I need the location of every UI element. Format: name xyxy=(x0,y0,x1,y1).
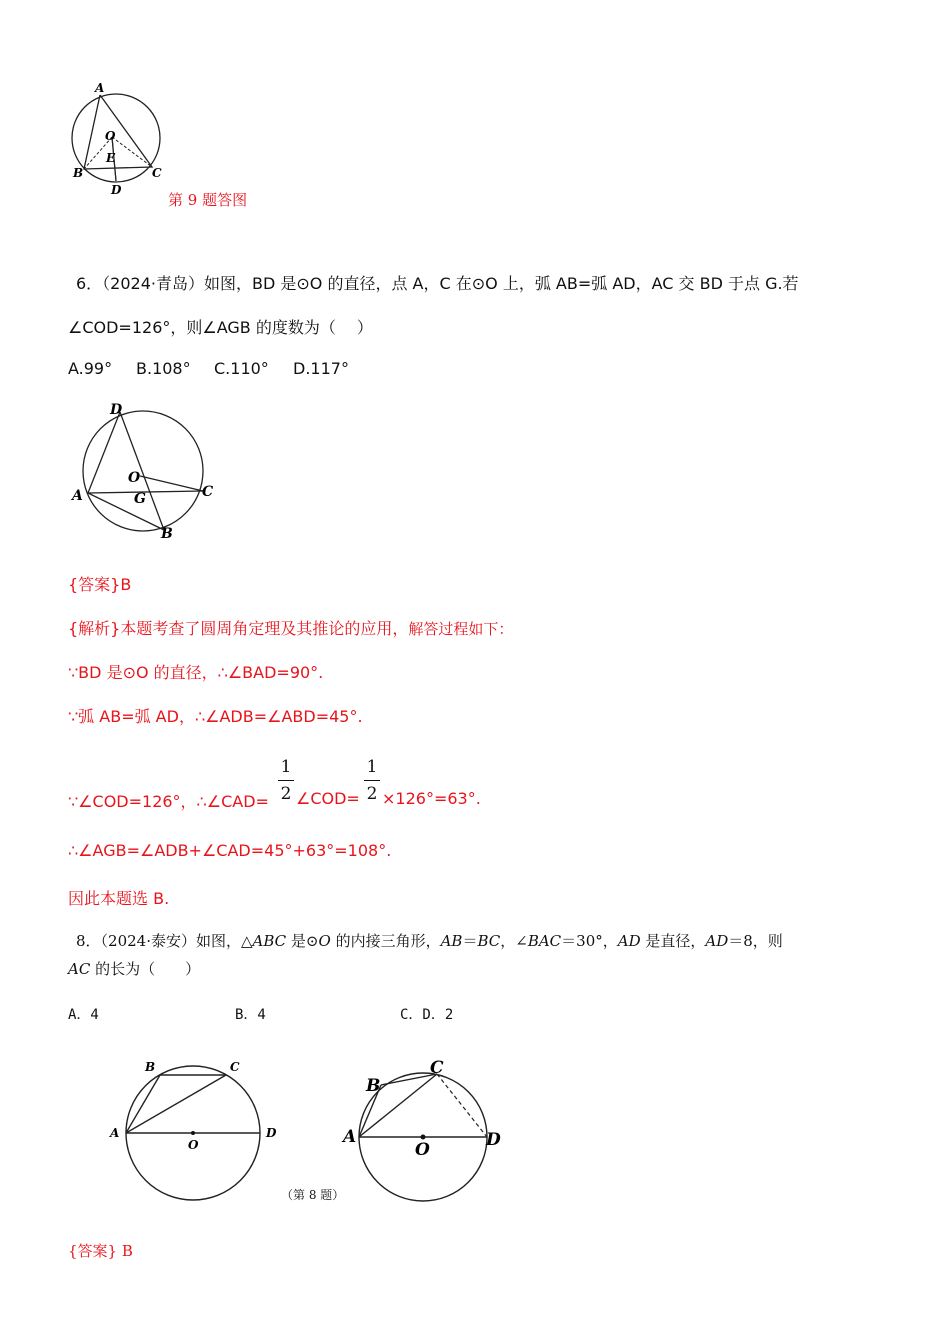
q8-option-cd: C．D．2 xyxy=(400,1007,454,1023)
q8-right-label-b: B xyxy=(366,1076,381,1096)
q8-right-label-c: C xyxy=(430,1058,444,1078)
q6-step3-c: ×126°=63°. xyxy=(382,789,481,808)
q8-ad: AD xyxy=(617,932,641,950)
q6-fraction-1-num: 1 xyxy=(280,757,292,777)
q8-right-figure xyxy=(340,1055,510,1210)
q6-analysis xyxy=(68,616,513,639)
q8-left-label-o: O xyxy=(188,1138,199,1152)
q8-eq: ＝ xyxy=(462,932,478,950)
q8-right-label-a: A xyxy=(343,1127,357,1147)
q8-o: O xyxy=(318,932,331,950)
q8-left-label-a: A xyxy=(110,1126,120,1140)
q6-fig-label-d: D xyxy=(110,402,123,418)
q8-option-a: A．4 xyxy=(68,1007,99,1023)
q6-fig-label-g: G xyxy=(134,491,146,507)
q8-abc: ABC xyxy=(252,932,287,950)
q8-mid1: 是⊙ xyxy=(286,932,319,950)
q6-fraction-1 xyxy=(278,757,294,804)
q8-tail: 的长为（ ） xyxy=(90,960,201,978)
q8-mid3: ，∠ xyxy=(500,932,528,950)
q8-stem-line2 xyxy=(68,958,200,979)
q8-mid4: ＝30°， xyxy=(561,932,618,950)
q6-fraction-1-den: 2 xyxy=(280,784,292,804)
fig9-caption: 第 9 题答图 xyxy=(168,191,248,209)
q8-mid5: 是直径， xyxy=(640,932,706,950)
q6-analysis-head: {解析}本题考查了圆周角定理及其推论的应用， xyxy=(68,619,409,638)
q6-answer: {答案}B xyxy=(68,575,132,594)
fig9-label-e: E xyxy=(106,151,116,165)
q8-right-label-o: O xyxy=(415,1140,430,1160)
fig9-label-d: D xyxy=(111,183,122,197)
q8-ac: AC xyxy=(68,960,91,978)
q8-option-b: B．4 xyxy=(235,1007,266,1023)
q8-prefix: 8．（2024·泰安）如图，△ xyxy=(76,932,253,950)
q6-step3-a: ∵∠COD=126°，∴∠CAD= xyxy=(68,792,269,811)
q6-line1: 6．（2024·青岛）如图，BD 是⊙O 的直径，点 A，C 在⊙O 上，弧 AB=弧 AD，AC 交 BD 于点 G.若 xyxy=(76,274,799,293)
q8-bc: BC xyxy=(477,932,501,950)
q6-option-a: A.99° xyxy=(68,359,113,378)
q6-step4: ∴∠AGB=∠ADB+∠CAD=45°+63°=108°. xyxy=(68,841,392,860)
q8-left-label-b: B xyxy=(145,1060,156,1074)
q6-figure-diagram xyxy=(70,400,220,545)
q6-fig-label-c: C xyxy=(202,484,214,500)
q8-mid2: 的内接三角形， xyxy=(330,932,441,950)
q8-right-label-d: D xyxy=(486,1130,501,1150)
q6-option-b: B.108° xyxy=(136,359,191,378)
q6-option-c: C.110° xyxy=(214,359,269,378)
q8-bac: BAC xyxy=(527,932,562,950)
q6-fig-label-o: O xyxy=(128,470,141,486)
fig9-label-o: O xyxy=(105,129,116,143)
q6-fraction-2-num: 1 xyxy=(366,757,378,777)
q6-fraction-2 xyxy=(364,757,380,804)
q8-answer: {答案} B xyxy=(68,1242,133,1260)
q6-step2: ∵弧 AB=弧 AD，∴∠ADB=∠ABD=45°. xyxy=(68,707,363,726)
q6-line2: ∠COD=126°，则∠AGB 的度数为（ ） xyxy=(68,318,373,337)
q8-ab: AB xyxy=(440,932,463,950)
fig9-label-a: A xyxy=(95,81,105,95)
q6-conclusion: 因此本题选 B. xyxy=(68,889,170,908)
figure-9-diagram xyxy=(60,78,180,203)
q8-left-figure xyxy=(105,1055,285,1210)
q6-analysis-tail: 解答过程如下： xyxy=(408,620,514,638)
q6-fraction-2-den: 2 xyxy=(366,784,378,804)
q6-fig-label-b: B xyxy=(161,526,173,542)
q6-step1: ∵BD 是⊙O 的直径，∴∠BAD=90°. xyxy=(68,663,324,682)
q6-option-d: D.117° xyxy=(293,359,349,378)
q8-left-label-c: C xyxy=(230,1060,240,1074)
fig9-label-c: C xyxy=(152,166,162,180)
q8-ad2: AD xyxy=(705,932,729,950)
q8-figure-caption: （第 8 题） xyxy=(281,1188,345,1202)
fig9-label-b: B xyxy=(73,166,84,180)
q8-left-label-d: D xyxy=(266,1126,277,1140)
q6-fig-label-a: A xyxy=(72,488,83,504)
q6-step3-b: ∠COD= xyxy=(296,789,360,808)
q8-stem-line1 xyxy=(76,930,783,951)
q8-mid6: ＝8，则 xyxy=(728,932,783,950)
